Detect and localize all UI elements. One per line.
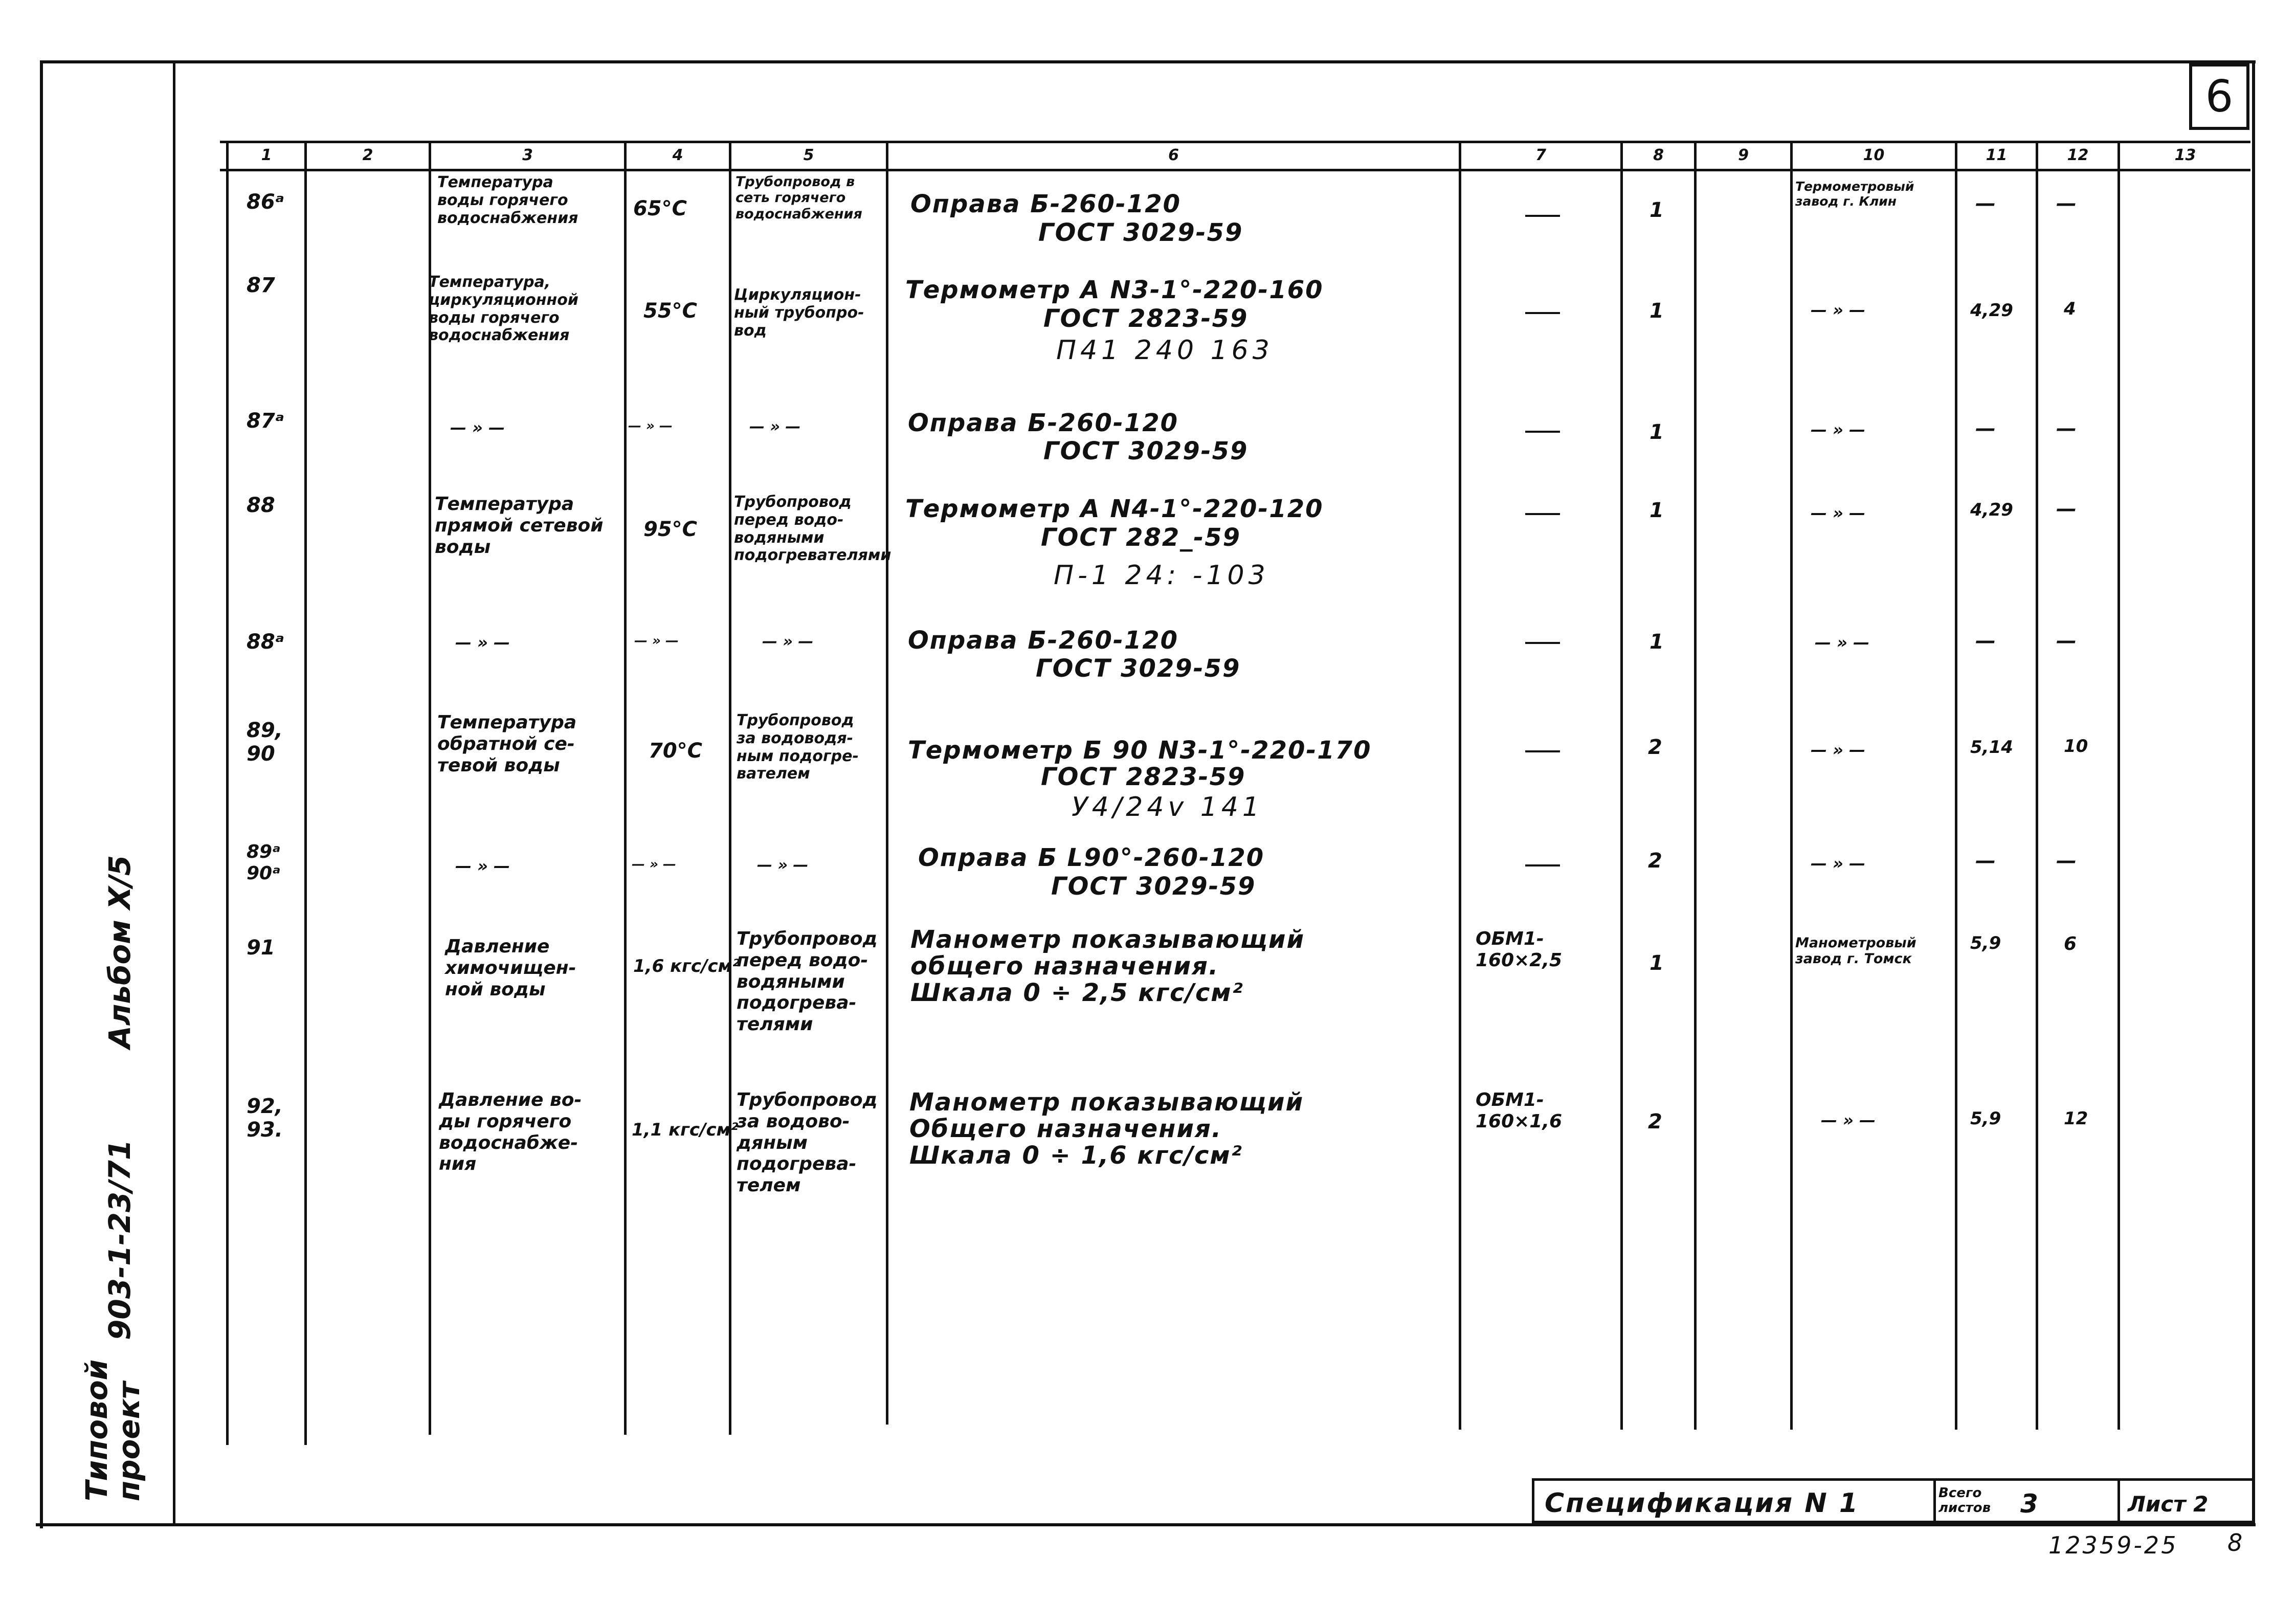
row-parameter: — » —: [455, 856, 510, 876]
row-qty: 2: [1648, 1110, 1662, 1133]
row-mass: 4,29: [1970, 300, 2013, 321]
row-location: Трубопровод перед водо- водяными подогрева- телями: [737, 928, 878, 1035]
side-label-type: [79, 1360, 114, 1501]
row-model: ОБМ1- 160×2,5: [1476, 928, 1563, 971]
side-label-album: [102, 855, 137, 1049]
row-maker: — » —: [1811, 420, 1866, 439]
row-maker: Термометровый завод г. Клин: [1795, 179, 1914, 209]
row-position: 89, 90: [247, 719, 283, 766]
row-value: 65°С: [633, 197, 687, 220]
row-position: 89ᵃ 90ᵃ: [247, 841, 281, 884]
sheet-number-badge: [2189, 63, 2249, 130]
row-total: 6: [2064, 933, 2077, 954]
spec-title: Спецификация N 1: [1545, 1488, 1860, 1519]
col-rule-12: [2036, 141, 2038, 1430]
frame-right: [2252, 63, 2255, 1526]
row-location: Трубопровод перед водо- водяными подогревателями: [734, 493, 891, 565]
col-header-7: 7: [1535, 146, 1546, 164]
row-mass: —: [1975, 849, 1996, 873]
row-maker: — » —: [1815, 633, 1870, 652]
row-location: — » —: [762, 633, 814, 651]
row-parameter: — » —: [455, 633, 510, 652]
header-bottom-line: [220, 169, 2250, 171]
row-device: Оправа Б-260-120: [908, 409, 1179, 437]
row-maker: — » —: [1811, 300, 1866, 320]
col-header-13: 13: [2174, 146, 2196, 164]
row-mass: 4,29: [1970, 500, 2013, 520]
row-total: —: [2056, 849, 2077, 873]
side-label-line2: проект: [112, 1382, 146, 1501]
col-header-1: 1: [261, 146, 272, 164]
row-value: — » —: [634, 633, 679, 649]
col-header-9: 9: [1738, 146, 1749, 164]
row-model: ОБМ1- 160×1,6: [1476, 1089, 1563, 1132]
row-mass: 5,9: [1970, 1108, 2001, 1129]
frame-top: [41, 60, 2256, 63]
row-qty: 1: [1649, 951, 1664, 975]
project-code: 903-1-23/71: [102, 1139, 137, 1340]
total-sheets-label: Всего листов: [1938, 1485, 1991, 1516]
row-qty: 1: [1649, 299, 1664, 323]
col-rule-8: [1620, 141, 1623, 1430]
row-parameter: — » —: [450, 418, 505, 437]
side-label-line1: Типовой: [79, 1359, 114, 1501]
footer-code: 12359-25: [2048, 1531, 2178, 1559]
row-device: Оправа Б-260-120: [908, 626, 1179, 655]
row-location: — » —: [749, 418, 801, 436]
row-mass: —: [1975, 629, 1996, 653]
row-mass: 5,9: [1970, 933, 2001, 953]
row-location: Циркуляцион- ный трубопро- вод: [734, 286, 864, 340]
row-value: — » —: [628, 418, 673, 434]
col-header-5: 5: [803, 146, 814, 164]
title-block: [1532, 1478, 2252, 1523]
row-position: 87ᵃ: [247, 409, 284, 433]
row-model-dash: [1525, 750, 1560, 752]
row-location: — » —: [757, 856, 809, 874]
total-sheets-value: 3: [2020, 1489, 2038, 1519]
row-position: 86ᵃ: [247, 190, 284, 214]
row-device-handwritten: П-1 24: -103: [1054, 560, 1269, 591]
frame-inner-left: [173, 63, 175, 1526]
row-device-std: ГОСТ 3029-59: [1051, 872, 1256, 901]
row-position: 91: [247, 936, 275, 960]
row-value: 55°С: [643, 299, 698, 323]
footer-mark: 8: [2227, 1529, 2243, 1556]
col-rule-6: [886, 141, 888, 1425]
col-rule-10: [1790, 141, 1793, 1430]
col-header-12: 12: [2067, 146, 2089, 164]
row-parameter: Давление химочищен- ной воды: [445, 936, 576, 1000]
row-device: Оправа Б L90°-260-120: [918, 843, 1265, 872]
row-device: Термометр А N3-1°-220-160: [905, 276, 1324, 304]
col-header-2: 2: [362, 146, 373, 164]
row-mass: —: [1975, 417, 1996, 440]
row-parameter: Давление во- ды горячего водоснабже- ния: [439, 1089, 582, 1175]
row-device-std: ГОСТ 3029-59: [1036, 654, 1241, 683]
row-model-dash: [1525, 431, 1560, 433]
row-device-std: ГОСТ 3029-59: [1043, 437, 1249, 465]
col-rule-9: [1694, 141, 1697, 1430]
row-total: 12: [2064, 1108, 2088, 1129]
title-divider-1: [1933, 1481, 1936, 1524]
sheet-label: Лист 2: [2128, 1492, 2209, 1517]
sheet-number: 6: [2205, 71, 2234, 122]
row-device-handwritten: П41 240 163: [1056, 335, 1274, 366]
album-number: Альбом X/5: [102, 855, 137, 1049]
row-qty: 1: [1649, 499, 1664, 522]
frame-bottom: [36, 1523, 2256, 1526]
col-rule-13: [2117, 141, 2120, 1430]
row-maker: — » —: [1811, 854, 1866, 873]
col-header-4: 4: [672, 146, 683, 164]
row-model-dash: [1525, 642, 1560, 644]
row-total: 4: [2064, 299, 2076, 319]
row-parameter: Температура обратной се- тевой воды: [437, 712, 577, 776]
row-device: Манометр показывающий Общего назначения. Шкала 0 ÷ 1,6 кгс/см²: [909, 1088, 1304, 1170]
row-total: —: [2056, 417, 2077, 440]
title-divider-2: [2117, 1481, 2120, 1524]
col-rule-2: [304, 141, 307, 1445]
row-device-std: ГОСТ 282_-59: [1041, 523, 1241, 552]
side-label-code: [102, 1140, 137, 1340]
row-value: 95°С: [643, 518, 698, 541]
row-position: 87: [247, 274, 275, 297]
row-model-dash: [1525, 513, 1560, 515]
row-total: —: [2056, 497, 2077, 521]
row-device-std: ГОСТ 2823-59: [1041, 763, 1246, 791]
row-total: —: [2056, 192, 2077, 215]
row-value: 1,1 кгс/см²: [632, 1120, 739, 1140]
row-model-dash: [1525, 215, 1560, 217]
row-parameter: Температура прямой сетевой воды: [435, 494, 604, 558]
frame-left: [40, 60, 43, 1528]
row-value: — » —: [632, 857, 677, 872]
col-rule-4: [624, 141, 627, 1435]
row-device-handwritten: У4/24v 141: [1072, 792, 1264, 822]
row-mass: 5,14: [1970, 737, 2013, 758]
col-rule-7: [1459, 141, 1461, 1430]
col-header-11: 11: [1986, 146, 2008, 164]
row-qty: 1: [1649, 420, 1664, 444]
row-device-std: ГОСТ 3029-59: [1038, 218, 1243, 247]
col-header-8: 8: [1653, 146, 1664, 164]
col-rule-1: [226, 141, 229, 1445]
row-model-dash: [1525, 864, 1560, 866]
row-maker: — » —: [1811, 503, 1866, 523]
row-maker: — » —: [1811, 740, 1866, 760]
row-mass: —: [1975, 192, 1996, 215]
row-total: —: [2056, 629, 2077, 653]
row-location: Трубопровод в сеть горячего водоснабжения: [735, 174, 862, 222]
col-header-10: 10: [1863, 146, 1885, 164]
col-header-6: 6: [1168, 146, 1179, 164]
row-position: 88ᵃ: [247, 630, 284, 654]
row-device: Оправа Б-260-120: [910, 190, 1182, 218]
row-qty: 2: [1648, 736, 1662, 759]
row-device: Термометр А N4-1°-220-120: [905, 495, 1324, 523]
row-value: 70°С: [649, 739, 703, 763]
side-label-project: [112, 1382, 146, 1501]
row-position: 88: [247, 494, 275, 517]
row-location: Трубопровод за водоводя- ным подогре- вателем: [737, 711, 859, 783]
row-qty: 1: [1649, 198, 1664, 222]
row-qty: 2: [1648, 849, 1662, 873]
row-maker: Манометровый завод г. Томск: [1795, 935, 1916, 967]
row-device-std: ГОСТ 2823-59: [1043, 304, 1249, 333]
row-device: Манометр показывающий общего назначения. Шкала 0 ÷ 2,5 кгс/см²: [910, 925, 1305, 1007]
col-rule-11: [1955, 141, 1957, 1430]
row-maker: — » —: [1821, 1110, 1876, 1130]
row-location: Трубопровод за водово- дяным подогрева- телем: [737, 1089, 878, 1196]
row-parameter: Температура воды горячего водоснабжения: [437, 173, 578, 227]
row-total: 10: [2064, 736, 2088, 757]
row-qty: 1: [1649, 630, 1664, 654]
row-position: 92, 93.: [247, 1095, 283, 1142]
row-parameter: Температура, циркуляционной воды горячего водоснабжения: [429, 273, 578, 345]
row-device: Термометр Б 90 N3-1°-220-170: [908, 736, 1372, 765]
col-header-3: 3: [522, 146, 533, 164]
col-rule-5: [729, 141, 731, 1435]
row-value: 1,6 кгс/см²: [633, 956, 740, 976]
row-model-dash: [1525, 312, 1560, 314]
